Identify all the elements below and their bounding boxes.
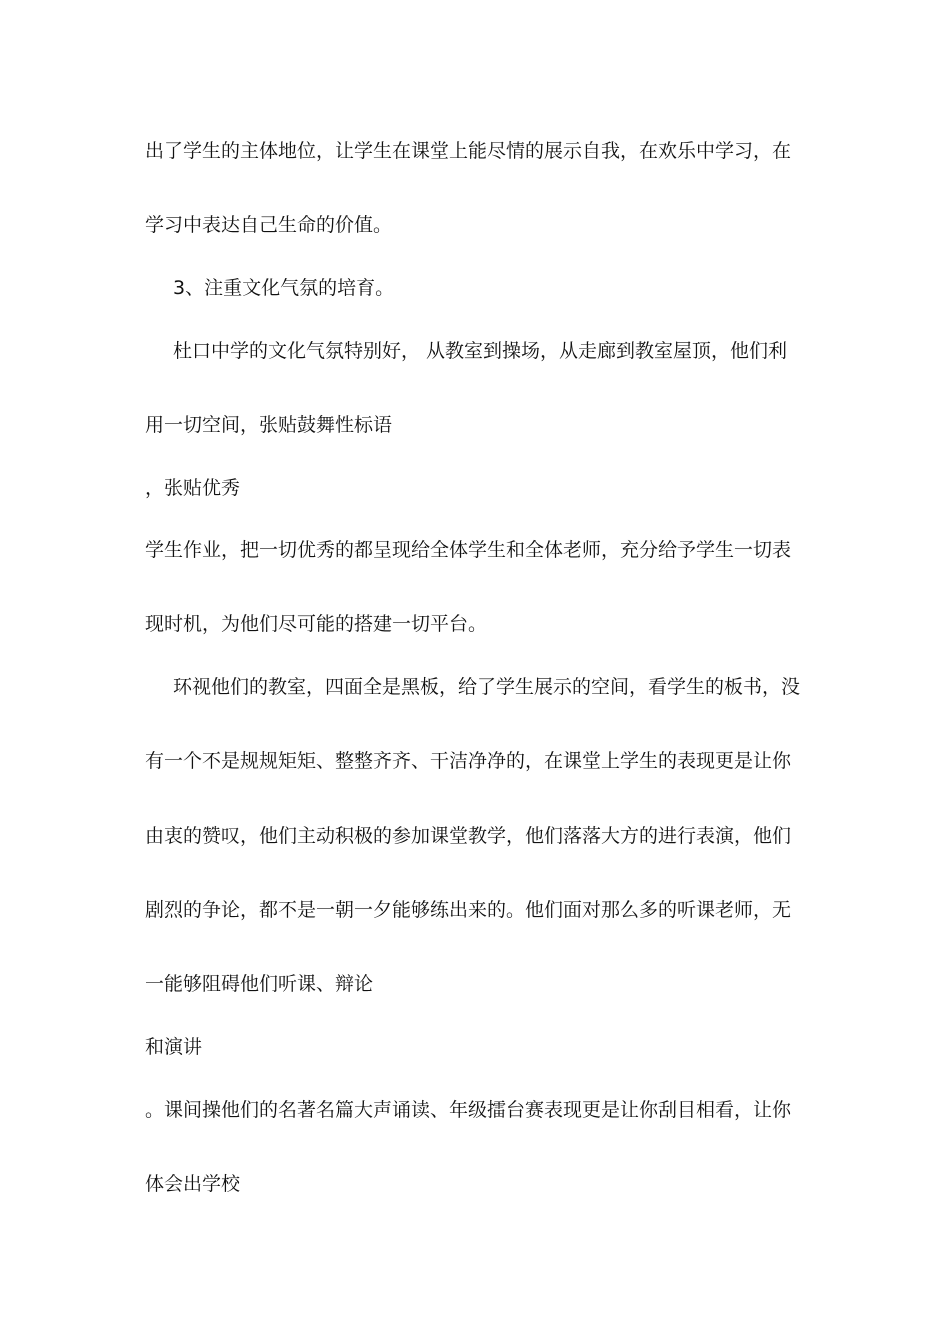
text-line-1: 出了学生的主体地位，让学生在课堂上能尽情的展示自我，在欢乐中学习，在 xyxy=(145,140,792,162)
text-line-6: ，张贴优秀 xyxy=(145,477,241,499)
text-line-7: 学生作业，把一切优秀的都呈现给全体学生和全体老师，充分给予学生一切表 xyxy=(145,539,792,561)
section-heading-3: 3、注重文化气氛的培育。 xyxy=(173,277,395,299)
text-line-16: 体会出学校 xyxy=(145,1173,241,1195)
text-line-11: 由衷的赞叹，他们主动积极的参加课堂教学，他们落落大方的进行表演，他们 xyxy=(145,825,792,847)
text-line-5: 用一切空间，张贴鼓舞性标语 xyxy=(145,414,393,436)
text-line-14: 和演讲 xyxy=(145,1036,203,1058)
text-line-13: 一能够阻碍他们听课、辩论 xyxy=(145,973,374,995)
text-line-4: 杜口中学的文化气氛特别好， 从教室到操场，从走廊到教室屋顶，他们利 xyxy=(173,340,788,362)
text-line-2: 学习中表达自己生命的价值。 xyxy=(145,214,393,236)
text-line-9: 环视他们的教室，四面全是黑板，给了学生展示的空间，看学生的板书，没 xyxy=(173,676,801,698)
text-line-12: 剧烈的争论，都不是一朝一夕能够练出来的。他们面对那么多的听课老师，无 xyxy=(145,899,792,921)
text-line-8: 现时机，为他们尽可能的搭建一切平台。 xyxy=(145,613,488,635)
text-line-10: 有一个不是规规矩矩、整整齐齐、干洁净净的，在课堂上学生的表现更是让你 xyxy=(145,750,792,772)
text-line-15: 。课间操他们的名著名篇大声诵读、年级擂台赛表现更是让你刮目相看，让你 xyxy=(145,1099,792,1121)
